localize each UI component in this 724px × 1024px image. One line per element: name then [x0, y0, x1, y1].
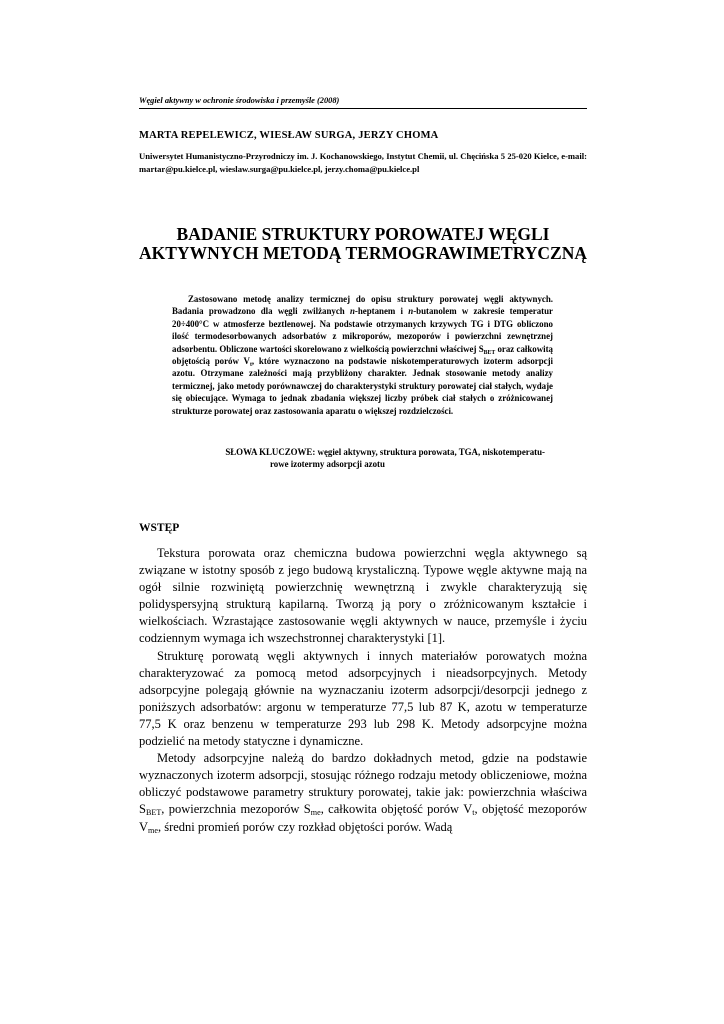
- abstract-italic-n: n: [349, 306, 355, 317]
- title-line-2: AKTYWNYCH METODĄ TERMOGRAWIMETRYCZNĄ: [139, 243, 587, 263]
- body-subscript: t: [472, 808, 475, 818]
- body-subscript: me: [310, 808, 321, 818]
- abstract-text: , które wyznaczono na podstawie niskotemperaturowych izoterm adsorpcji azotu. Otrzymane zależności mają przybliżony charakter. Jednak stosowanie metody analizy termicznej, jako metody porównawczej do charakterystyki struktury porowatej ciał stałych, wydaje się obiecujące. Wymaga to jednak zbadania większej liczby próbek ciał stałych o zróżnicowanej strukturze porowatej oraz zastosowania aparatu o większej rozdzielczości.: [172, 356, 554, 416]
- abstract: [172, 293, 553, 417]
- section-heading: WSTĘP: [139, 522, 180, 534]
- abstract-text: Zastosowano metodę analizy termicznej do opisu struktury porowatej węgli aktywnych. Badania prowadzono dla węgli zwilżanych: [172, 294, 553, 317]
- body-subscript: BET: [145, 808, 162, 818]
- abstract-italic-n: n: [408, 306, 414, 317]
- authors: MARTA REPELEWICZ, WIESŁAW SURGA, JERZY CHOMA: [139, 130, 439, 141]
- body-text-run: , powierzchnia mezoporów S: [161, 802, 311, 817]
- body-subscript: me: [148, 825, 158, 835]
- abstract-text: -butanolem w zakresie temperatur 20÷400°C w atmosferze beztlenowej. Na podstawie otrzymanych krzywych TG i DTG obliczono ilość termodesorbowanych adsorbatów z mikroporów, mezoporów i powierzchni zewnętrznej adsorbentu. Obliczone wartości skorelowano z wielkością powierzchni właściwej S: [172, 306, 553, 354]
- running-header: Węgiel aktywny w ochronie środowiska i przemyśle (2008): [139, 96, 587, 109]
- keywords-line-2: rowe izotermy adsorpcji azotu: [270, 459, 385, 470]
- paper-title: [110, 225, 616, 263]
- body-text: [139, 545, 587, 836]
- body-text-run: , całkowita objętość porów V: [320, 802, 473, 817]
- abstract-subscript: BET: [483, 349, 496, 356]
- body-text-run: , objętość mezoporów V: [139, 802, 587, 834]
- keywords: [172, 446, 553, 471]
- abstract-text: -heptanem i: [354, 306, 409, 317]
- body-text-run: Metody adsorpcyjne należą do bardzo dokładnych metod, gdzie na podstawie wyznaczonych izoterm adsorpcji, stosując różnego rodzaju metody obliczeniowe, można obliczyć podstawowe parametry struktury porowatej, takie jak: powierzchnia właściwa S: [139, 751, 587, 817]
- keywords-line-1: SŁOWA KLUCZOWE: węgiel aktywny, struktura porowata, TGA, niskotemperatu-: [225, 447, 545, 457]
- title-line-1: BADANIE STRUKTURY POROWATEJ WĘGLI: [176, 224, 550, 244]
- body-text-run: , średni promień porów czy rozkład objętości porów. Wadą: [157, 819, 453, 834]
- body-paragraph-1: Tekstura porowata oraz chemiczna budowa powierzchni węgla aktywnego są związane w istotny sposób z jego budową krystaliczną. Typowe węgle aktywne mają na ogół silnie rozwiniętą powierzchnię wewnętrzną i zwykle charakteryzują się polidyspersyjną strukturą kapilarną. Tworzą ją pory o zróżnicowanym kształcie i wielkościach. Wzrastające zastosowanie węgli aktywnych w nauce, przemyśle i życiu codziennym wymaga ich wszechstronnej charakterystyki [1].: [139, 546, 587, 646]
- abstract-text: oraz całkowitą objętością porów V: [172, 343, 553, 367]
- body-paragraph-2: Strukturę porowatą węgli aktywnych i innych materiałów porowatych można charakteryzować za pomocą metod adsorpcyjnych i nieadsorpcyjnych. Metody adsorpcyjne polegają głównie na wyznaczaniu izoterm adsorpcji/desorpcji jednego z poniższych adsorbatów: argonu w temperaturze 77,5 lub 87 K, azotu w temperaturze 77,5 K oraz benzenu w temperaturze 293 lub 298 K. Metody adsorpcyjne można podzielić na metody statyczne i dynamiczne.: [139, 648, 587, 749]
- abstract-paragraph: [172, 293, 553, 417]
- abstract-subscript: t: [249, 362, 252, 369]
- body-paragraph-3: [139, 750, 587, 835]
- affiliation: Uniwersytet Humanistyczno-Przyrodniczy im. J. Kochanowskiego, Instytut Chemii, ul. Chęcińska 5 25-020 Kielce, e-mail: martar@pu.kielce.pl, wieslaw.surga@pu.kielce.pl, jerzy.choma@pu.kielce.pl: [139, 151, 587, 174]
